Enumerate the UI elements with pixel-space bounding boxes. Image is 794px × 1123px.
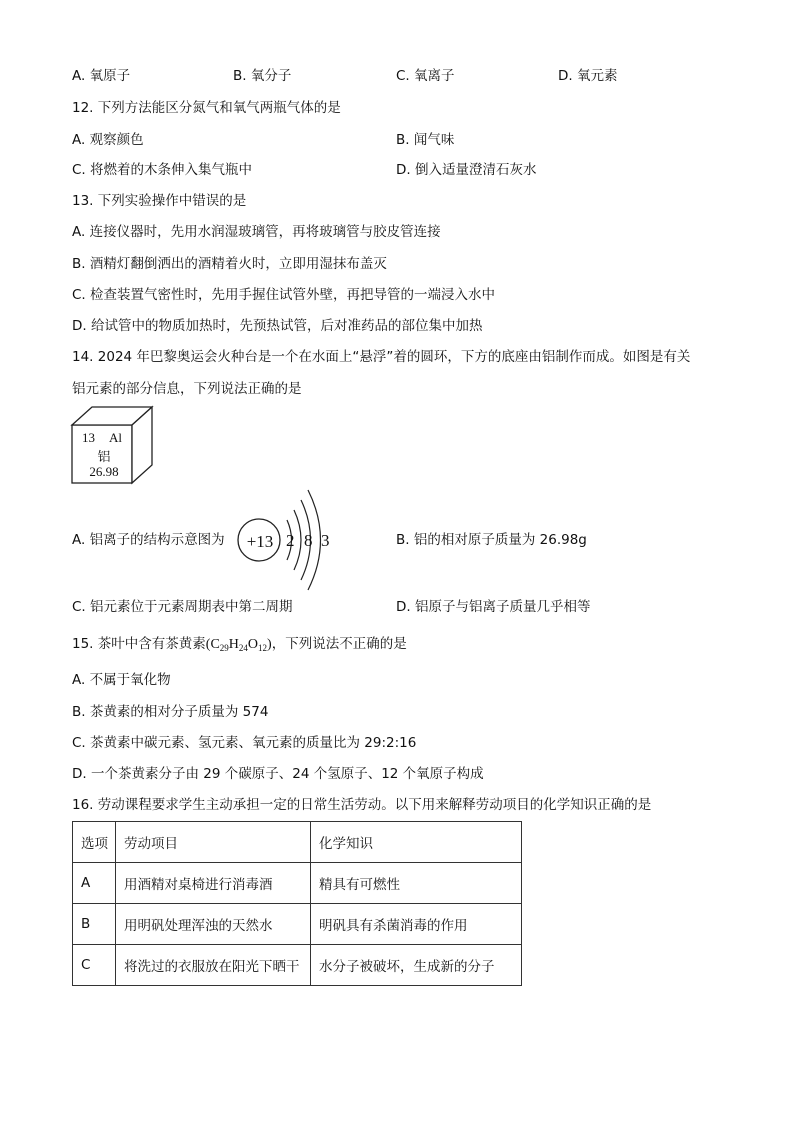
row-b-item: 用明矾处理浑浊的天然水 [116,904,311,945]
q14-stem-line2: 铝元素的部分信息，下列说法正确的是 [72,381,302,397]
table-row[interactable] [73,904,522,945]
row-a-item: 用酒精对桌椅进行消毒酒 [116,863,311,904]
q13-option-c[interactable]: C. 检查装置气密性时，先用手握住试管外壁，再把导管的一端浸入水中 [72,287,496,303]
element-symbol: Al [109,430,122,445]
q11-options [0,67,794,85]
q12-option-d[interactable]: D. 倒入适量澄清石灰水 [396,162,537,178]
q13-option-a[interactable]: A. 连接仪器时，先用水润湿玻璃管，再将玻璃管与胶皮管连接 [72,224,441,240]
table-header-row [73,822,522,863]
q15-option-b[interactable]: B. 茶黄素的相对分子质量为 574 [72,704,269,720]
row-c-knowledge: 水分子被破坏，生成新的分子 [311,945,522,986]
q13-stem: 13. 下列实验操作中错误的是 [72,193,247,209]
row-a-knowledge: 精具有可燃性 [311,863,522,904]
atomic-mass: 26.98 [89,464,119,479]
row-b-option: B [73,904,116,945]
table-row[interactable] [73,945,522,986]
q15-option-a[interactable]: A. 不属于氧化物 [72,672,171,688]
q11-option-d[interactable]: D. 氧元素 [558,68,618,84]
q15-option-d[interactable]: D. 一个茶黄素分子由 29 个碳原子、24 个氢原子、12 个氧原子构成 [72,766,484,782]
q14-option-a[interactable]: A. 铝离子的结构示意图为 [72,532,225,548]
q14-option-b[interactable]: B. 铝的相对原子质量为 26.98g [396,532,587,548]
row-a-option: A [73,863,116,904]
q12-options-row2 [0,161,794,179]
atomic-number: 13 [82,430,95,445]
header-option: 选项 [73,822,116,863]
q16-stem: 16. 劳动课程要求学生主动承担一定的日常生活劳动。以下用来解释劳动项目的化学知识正确的是 [72,797,652,813]
q12-option-c[interactable]: C. 将燃着的木条伸入集气瓶中 [72,162,253,178]
q15-stem-suffix: ，下列说法不正确的是 [271,636,407,652]
q15-stem-prefix: 15. 茶叶中含有茶黄素 [72,636,206,652]
row-b-knowledge: 明矾具有杀菌消毒的作用 [311,904,522,945]
shell-1-electrons: 2 [286,531,295,550]
q13-option-b[interactable]: B. 酒精灯翻倒洒出的酒精着火时，立即用湿抹布盖灭 [72,256,387,272]
element-card-text [82,430,132,480]
q11-option-a[interactable]: A. 氧原子 [72,68,131,84]
q11-option-c[interactable]: C. 氧离子 [396,68,455,84]
header-labor-item: 劳动项目 [116,822,311,863]
q14-option-d[interactable]: D. 铝原子与铝离子质量几乎相等 [396,599,591,615]
nucleus-charge: +13 [246,532,274,551]
element-name: 铝 [97,449,111,464]
q16-table [72,821,522,986]
q12-stem: 12. 下列方法能区分氮气和氧气两瓶气体的是 [72,100,341,116]
q14-options-row2 [0,598,794,616]
theaflavin-formula: $(C_{29}H_{24}O_{12})$ [205,637,272,653]
q12-option-a[interactable]: A. 观察颜色 [72,132,144,148]
shell-3-electrons: 3 [321,531,330,550]
q14-option-c[interactable]: C. 铝元素位于元素周期表中第二周期 [72,599,293,615]
row-c-option: C [73,945,116,986]
shell-2-electrons: 8 [304,531,313,550]
q15-stem [72,635,407,657]
q12-option-b[interactable]: B. 闻气味 [396,132,455,148]
q13-option-d[interactable]: D. 给试管中的物质加热时，先预热试管，后对准药品的部位集中加热 [72,318,483,334]
q12-options-row1 [0,131,794,149]
q11-option-b[interactable]: B. 氧分子 [233,68,292,84]
row-c-item: 将洗过的衣服放在阳光下晒干 [116,945,311,986]
q14-stem-line1: 14. 2024 年巴黎奥运会火种台是一个在水面上“悬浮”着的圆环，下方的底座由铝制作而成。如图是有关 [72,349,691,365]
table-row[interactable] [73,863,522,904]
header-chemistry-knowledge: 化学知识 [311,822,522,863]
q15-option-c[interactable]: C. 茶黄素中碳元素、氢元素、氧元素的质量比为 29:2:16 [72,735,417,751]
